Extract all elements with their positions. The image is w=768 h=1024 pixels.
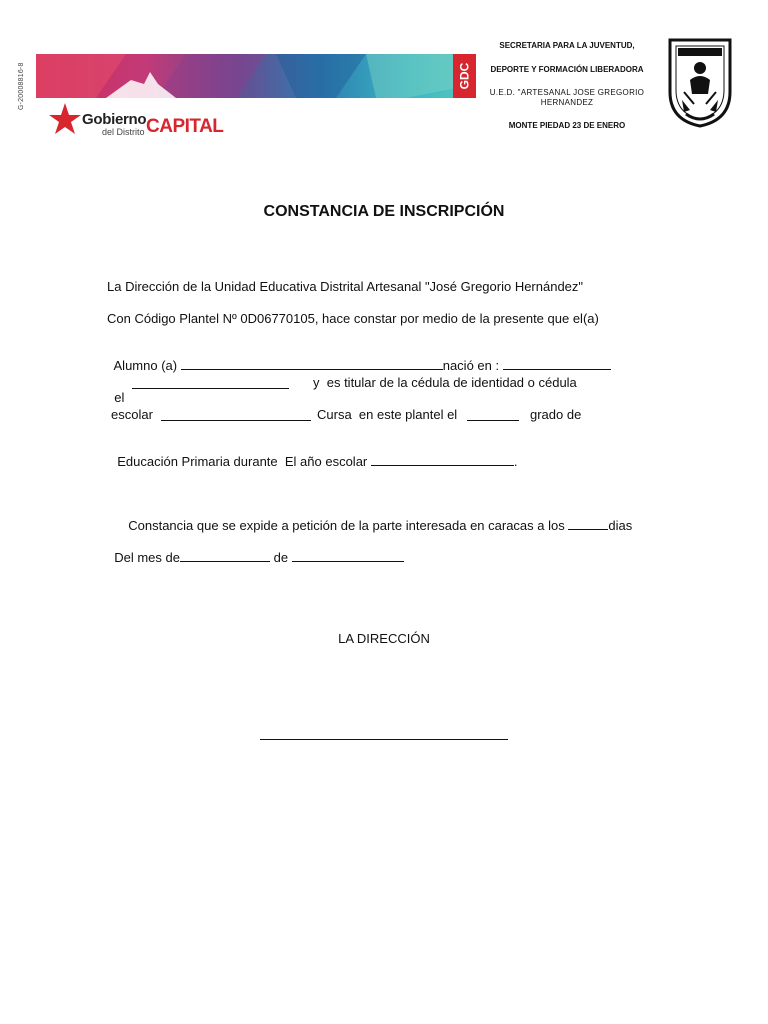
course-label: Cursa en este plantel el bbox=[317, 407, 458, 422]
grade-label: grado de bbox=[530, 407, 582, 422]
month-label: Del mes de bbox=[114, 550, 180, 565]
logo-capital: CAPITAL bbox=[146, 116, 224, 137]
student-name-field[interactable] bbox=[181, 358, 443, 370]
body-line-6 bbox=[110, 439, 518, 469]
month-field[interactable] bbox=[180, 550, 270, 562]
star-icon bbox=[48, 102, 82, 136]
gdc-banner bbox=[36, 54, 476, 98]
institution-line-5: MONTE PIEDAD 23 DE ENERO bbox=[508, 121, 626, 130]
institution-line-3: U.E.D. "ARTESANAL JOSE GREGORIO bbox=[489, 88, 645, 97]
school-year-field[interactable] bbox=[371, 454, 514, 466]
logo-gobierno: Gobierno bbox=[82, 111, 147, 128]
date-prefix-label: el bbox=[114, 390, 125, 405]
institution-line-2: DEPORTE Y FORMACIÓN LIBERADORA bbox=[490, 65, 644, 74]
days-label: dias bbox=[608, 518, 633, 533]
school-id-field[interactable] bbox=[161, 409, 311, 421]
of-label: de bbox=[269, 550, 292, 565]
logo-del-distrito: del Distrito bbox=[102, 127, 145, 137]
body-line-4 bbox=[107, 375, 124, 405]
signature-line[interactable] bbox=[260, 739, 508, 740]
body-line-3 bbox=[107, 343, 611, 373]
birth-date-field[interactable] bbox=[132, 377, 289, 389]
birthplace-field[interactable] bbox=[503, 358, 611, 370]
document-title: CONSTANCIA DE INSCRIPCIÓN bbox=[263, 203, 505, 220]
body-line-8 bbox=[107, 535, 404, 565]
day-field[interactable] bbox=[568, 518, 608, 530]
issued-text: Constancia que se expide a petición de la parte interesada en caracas a los bbox=[128, 518, 569, 533]
body-line-1: La Dirección de la Unidad Educativa Distrital Artesanal "José Gregorio Hernández" bbox=[107, 279, 584, 294]
born-in-label: nació en : bbox=[442, 358, 503, 373]
institution-line-4: HERNANDEZ bbox=[540, 98, 594, 107]
school-seal-icon bbox=[664, 34, 736, 130]
document-code: G-20008816-8 bbox=[18, 62, 25, 110]
signature-label: LA DIRECCIÓN bbox=[338, 631, 430, 646]
school-year-label: Educación Primaria durante El año escolar bbox=[117, 454, 371, 469]
grade-field[interactable] bbox=[467, 409, 519, 421]
student-label: Alumno (a) bbox=[113, 358, 181, 373]
body-line-2: Con Código Plantel Nº 0D06770105, hace constar por medio de la presente que el(a) bbox=[107, 311, 599, 326]
year-field[interactable] bbox=[292, 550, 404, 562]
school-year-period: . bbox=[513, 454, 518, 469]
gdc-label: GDC bbox=[457, 62, 472, 90]
gdc-badge bbox=[453, 54, 476, 98]
id-holder-text: y es titular de la cédula de identidad o cédula bbox=[313, 375, 577, 390]
school-id-label: escolar bbox=[111, 407, 153, 422]
institution-line-1: SECRETARIA PARA LA JUVENTUD, bbox=[499, 41, 635, 50]
body-line-7 bbox=[121, 503, 632, 533]
